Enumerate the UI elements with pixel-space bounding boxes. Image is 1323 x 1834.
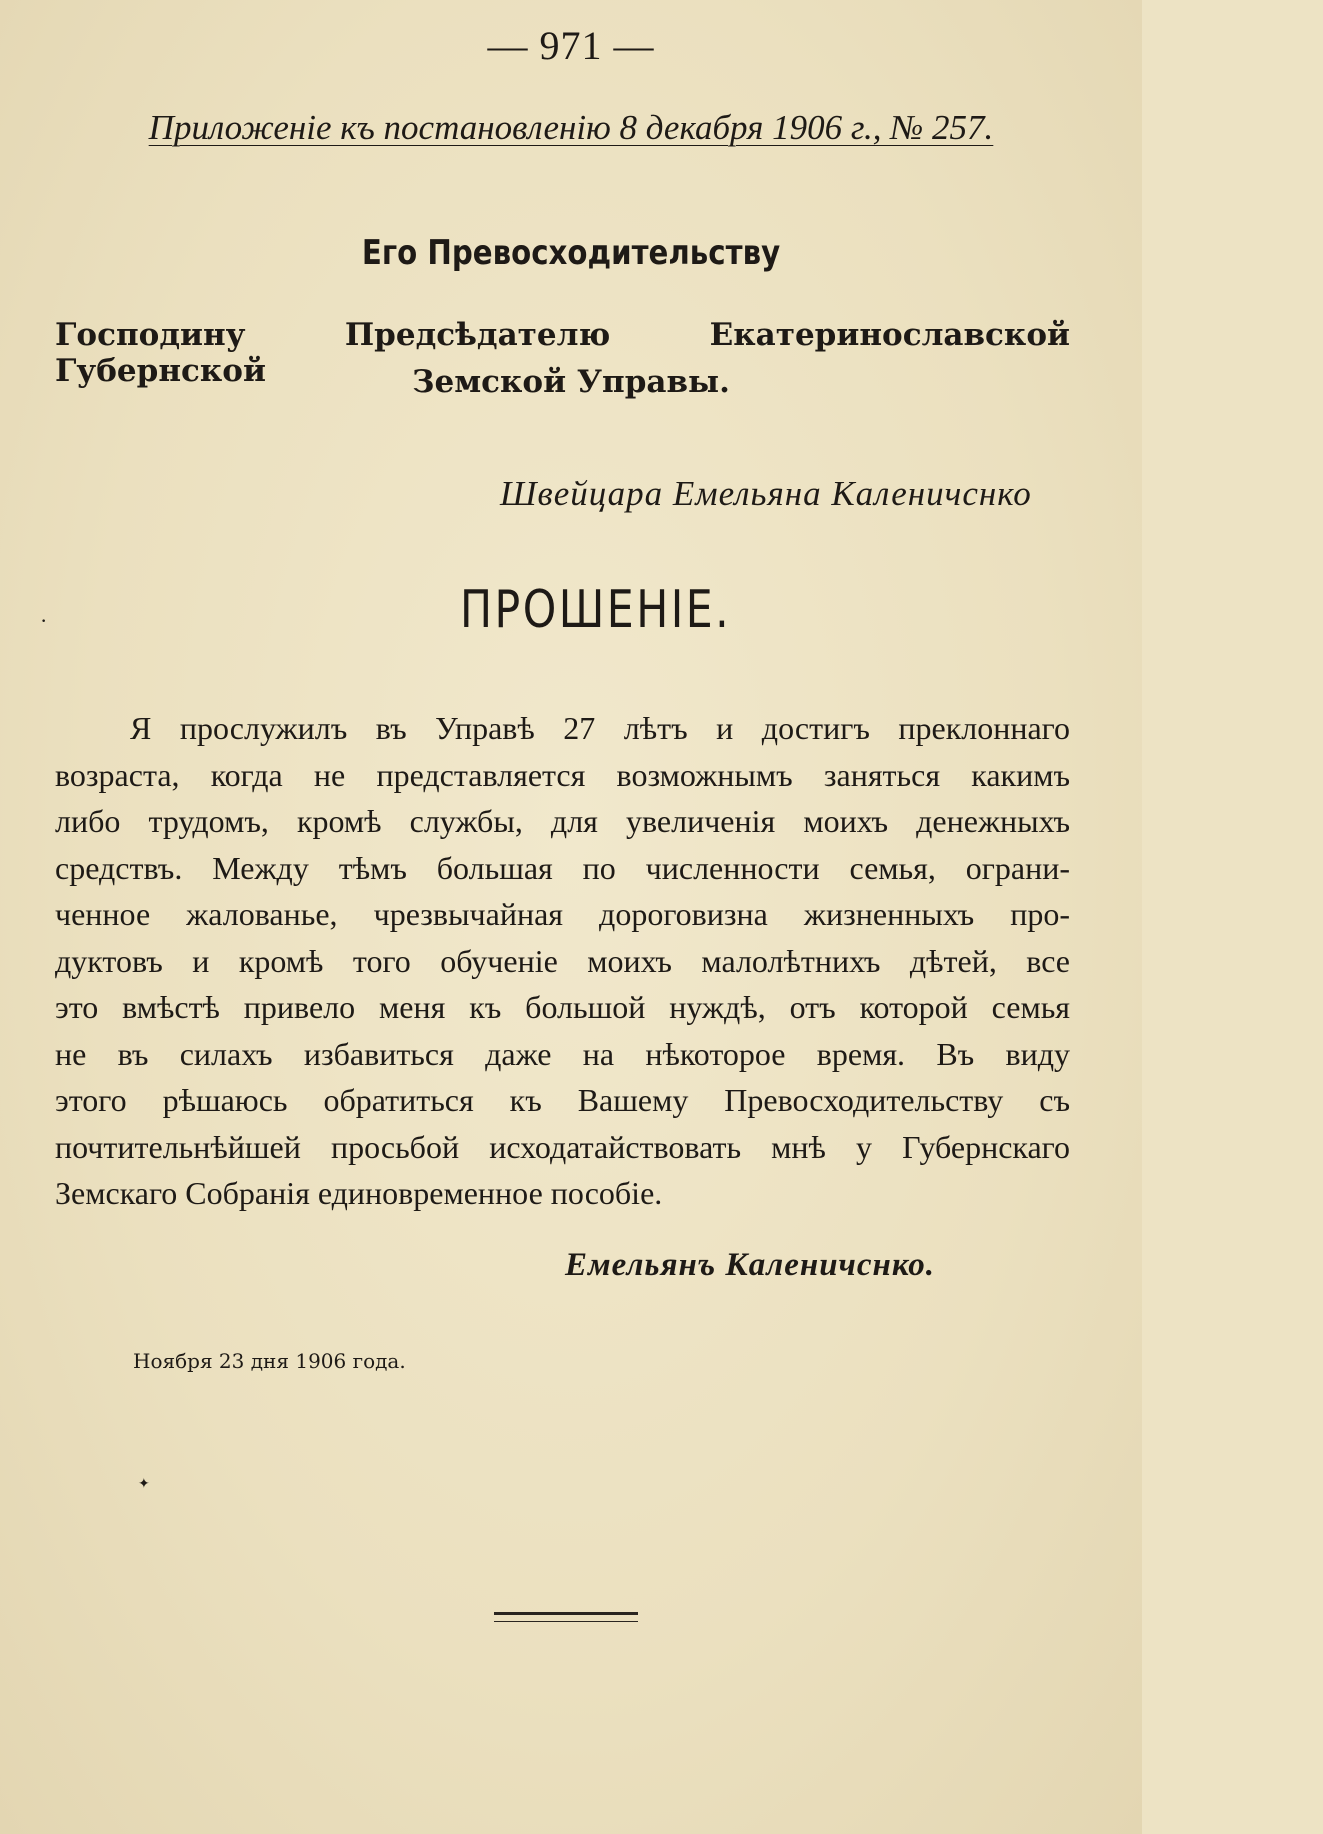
petitioner-line: Швейцара Емельяна Каленичснко <box>500 474 1032 513</box>
body-line: не въ силахъ избавиться даже на нѣкоторое время. Въ виду <box>55 1035 1070 1072</box>
body-line: этого рѣшаюсь обратиться къ Вашему Превосходительству съ <box>55 1082 1070 1118</box>
addressee-line: Господину Предсѣдателю Екатеринославской Губернской <box>55 317 1070 389</box>
bleed-through-texture: ⠀⠀⠀⠀⠀⠀⠀⠀⠀⠀⠀⠀⠀⠀⠀⠀⠀⠀⠀⠀⠀⠀⠀⠀⠀⠀⠀⠀⠀⠀⠀⠀⠀⠀⠀⠀⠀⠀⠀⠀⠀⠀⠀⠀⠀⠀⠀⠀ <box>150 150 1323 188</box>
body-line: либо трудомъ, кромѣ службы, для увеличенія моихъ денежныхъ <box>55 803 1070 839</box>
page-number: — 971 — <box>487 23 655 68</box>
appendix-reference: Приложеніе къ постановленію 8 декабря 1906 г., № 257. <box>148 108 994 147</box>
document-title: ПРОШЕНІЕ. <box>460 580 732 640</box>
body-line: Земскаго Собранія единовременное пособіе. <box>55 1175 663 1211</box>
addressee-honorific: Его Превосходительству <box>361 233 781 273</box>
petition-body <box>55 705 1070 1217</box>
body-line: Я прослужилъ въ Управѣ 27 лѣтъ и достигъ преклоннаго <box>130 710 1070 746</box>
margin-dot-mark: · <box>40 608 48 633</box>
body-line: это вмѣстѣ привело меня къ большой нуждѣ, отъ которой семья <box>55 989 1070 1025</box>
addressee-line: Земской Управы. <box>412 364 730 400</box>
printer-mark-icon: ✦ <box>138 1477 150 1492</box>
body-line: ченное жалованье, чрезвычайная дороговизна жизненныхъ про- <box>55 896 1070 932</box>
body-line: дуктовъ и кромѣ того обученіе моихъ малолѣтнихъ дѣтей, все <box>55 942 1070 979</box>
signature: Емельянъ Каленичснко. <box>565 1247 936 1283</box>
date-line: Ноября 23 дня 1906 года. <box>133 1349 406 1373</box>
body-line: возраста, когда не представляется возможнымъ заняться какимъ <box>55 756 1070 793</box>
body-line: средствъ. Между тѣмъ большая по численности семья, ограни- <box>55 849 1070 886</box>
closing-rule-divider <box>494 1612 638 1622</box>
body-line: почтительнѣйшей просьбой исходатайствовать мнѣ у Губернскаго <box>55 1128 1070 1165</box>
